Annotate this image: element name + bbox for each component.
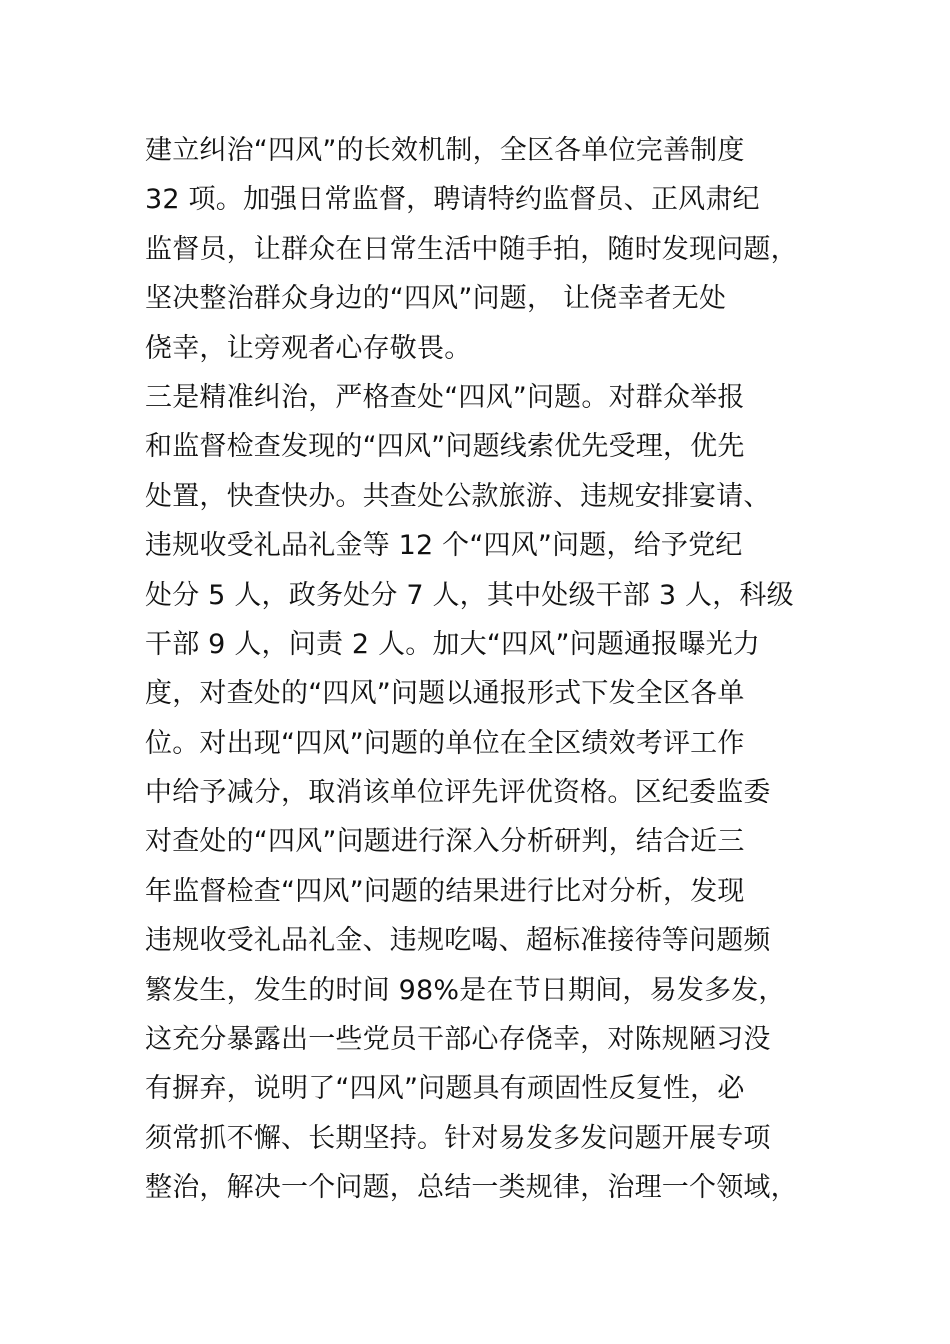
text-line: 繁发生，发生的时间 98%是在节日期间，易发多发， [145,974,786,1006]
text-line: 年监督检查“四风”问题的结果进行比对分析，发现 [145,875,745,907]
text-line: 监督员，让群众在日常生活中随手拍，随时发现问题， [145,233,798,265]
text-line: 整治，解决一个问题，总结一类规律，治理一个领域， [145,1172,798,1204]
text-line: 有摒弃，说明了“四风”问题具有顽固性反复性，必 [145,1073,745,1105]
text-line: 中给予减分，取消该单位评先评优资格。区纪委监委 [145,777,771,809]
text-line: 处置，快查快办。共查处公款旅游、违规安排宴请、 [145,480,771,512]
text-line: 度，对查处的“四风”问题以通报形式下发全区各单 [145,678,745,710]
text-line: 坚决整治群众身边的“四风”问题， 让侥幸者无处 [145,283,727,315]
text-line: 侥幸，让旁观者心存敬畏。 [145,332,472,364]
text-line: 三是精准纠治，严格查处“四风”问题。对群众举报 [145,381,745,413]
text-line: 建立纠治“四风”的长效机制，全区各单位完善制度 [145,135,745,166]
text-line: 和监督检查发现的“四风”问题线索优先受理，优先 [145,431,745,463]
text-line: 对查处的“四风”问题进行深入分析研判，结合近三 [145,826,745,858]
text-line: 位。对出现“四风”问题的单位在全区绩效考评工作 [145,727,745,759]
text-line: 违规收受礼品礼金、违规吃喝、超标准接待等问题频 [145,925,771,957]
text-line: 须常抓不懈、长期坚持。针对易发多发问题开展专项 [145,1122,771,1154]
body-text [145,126,815,1213]
text-line: 32 项。加强日常监督，聘请特约监督员、正风肃纪 [145,184,760,216]
text-line: 处分 5 人，政务处分 7 人，其中处级干部 3 人，科级 [145,579,794,611]
text-line: 干部 9 人，问责 2 人。加大“四风”问题通报曝光力 [145,628,761,660]
text-line: 这充分暴露出一些党员干部心存侥幸，对陈规陋习没 [145,1024,771,1056]
text-line: 违规收受礼品礼金等 12 个“四风”问题，给予党纪 [145,530,743,562]
